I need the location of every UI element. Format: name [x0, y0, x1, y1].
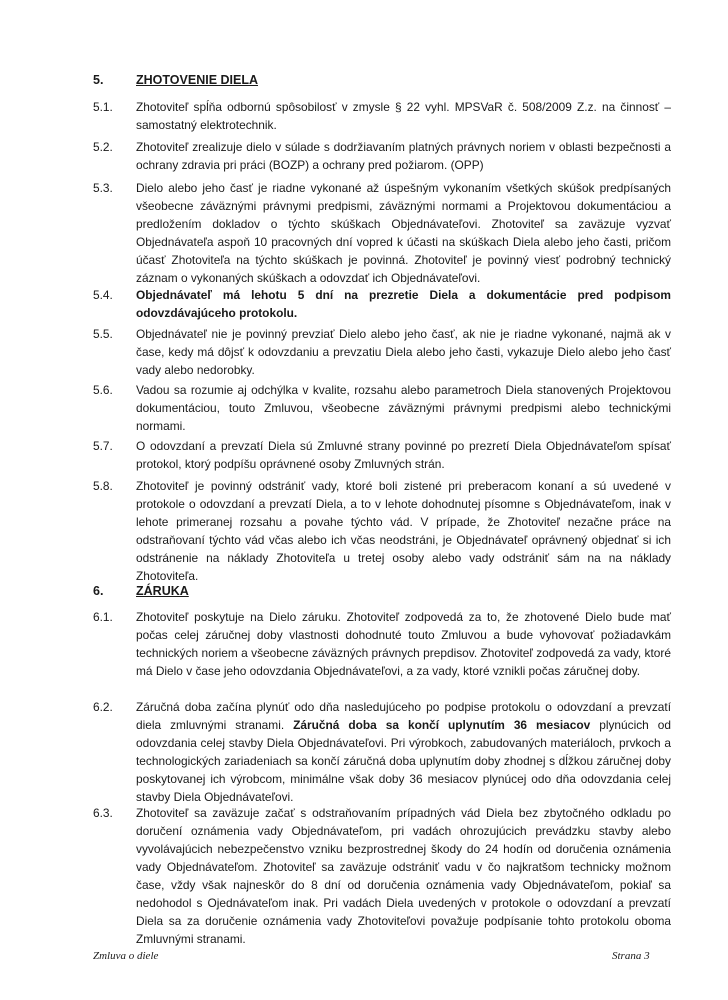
- clause-text: [136, 325, 671, 379]
- clause-text-run: Zhotoviteľ zrealizuje dielo v súlade s dodržiavaním platných právnych noriem v oblasti bezpečnosti a ochrany zdravia pri práci (BOZP) a ochrany pred požiarom. (OPP): [136, 140, 671, 172]
- clause-text: [136, 698, 671, 806]
- clause: [93, 325, 671, 379]
- clause-text-run: O odovzdaní a prevzatí Diela sú Zmluvné strany povinné po prezretí Diela Objednávateľom spísať protokol, ktorý podpíšu oprávnené osoby Zmluvných strán.: [136, 439, 671, 471]
- clause-number: 5.1.: [93, 100, 113, 114]
- clause-text: [136, 437, 671, 473]
- clause-text-run: Dielo alebo jeho časť je riadne vykonané až úspešným vykonaním všetkých skúšok predpísaných všeobecne záväznými právnymi predpismi, záväznými normami a Projektovou dokumentáciou a predložením dokladov o týchto skúškach Objednávateľovi. Zhotoviteľ sa zaväzuje vyzvať Objednávateľa aspoň 10 pracovných dní vopred k účasti na skúškach Diela alebo jeho časti, pričom účasť Zhotoviteľa na týchto skúškach je povinná. Zhotoviteľ je povinný viesť podrobný technický záznam o vykonaných skúškach a odovzdať ich Objednávateľovi.: [136, 181, 671, 285]
- clause: [93, 477, 671, 585]
- clause-text-bold: Záručná doba sa končí uplynutím 36 mesiacov: [293, 718, 591, 732]
- clause-text: [136, 804, 671, 948]
- clause-number: 5.8.: [93, 479, 113, 493]
- clause: [93, 804, 671, 948]
- clause: [93, 286, 671, 322]
- clause-number: 6.2.: [93, 700, 113, 714]
- clause: [93, 698, 671, 806]
- clause-number: 5.2.: [93, 140, 113, 154]
- clause-text-bold: Objednávateľ má lehotu 5 dní na prezretie Diela a dokumentácie pred podpisom odovzdávajúceho protokolu.: [136, 288, 671, 320]
- clause: [93, 138, 671, 174]
- section-title: ZHOTOVENIE DIELA: [136, 73, 259, 87]
- clause: [93, 381, 671, 435]
- clause-text-run: Záručná doba začína plynúť odo dňa nasledujúceho po podpise protokolu o odovzdaní a prevzatí diela zmluvnými stranami.: [136, 700, 671, 732]
- clause: [93, 437, 671, 473]
- footer-document-name: Zmluva o diele: [93, 950, 159, 962]
- clause-text: [136, 179, 671, 287]
- clause-text-run: plynúcich od odovzdania celej stavby Diela Objednávateľovi. Pri výrobkoch, zabudovaných materiáloch, prvkoch a technologických zariadeniach sa končí záručná doba uplynutím doby zhodnej s dĺžkou záručnej doby poskytovanej ich výrobcom, minimálne však doby 36 mesiacov plynúcej odo dňa odovzdania celej stavby Diela Objednávateľovi.: [136, 718, 672, 804]
- clause: [93, 608, 671, 680]
- clause-number: 5.3.: [93, 181, 113, 195]
- clause-text-run: Vadou sa rozumie aj odchýlka v kvalite, rozsahu alebo parametroch Diela stanovených Projektovou dokumentáciou, touto Zmluvou, všeobecne záväznými právnymi predpismi alebo technickými normami.: [136, 383, 671, 433]
- clause-number: 6.1.: [93, 610, 113, 624]
- clause-text: [136, 608, 671, 680]
- clause: [93, 179, 671, 287]
- clause-text: [136, 286, 671, 322]
- clause-text: [136, 381, 671, 435]
- clause-number: 5.5.: [93, 327, 113, 341]
- clause-text-run: Objednávateľ nie je povinný prevziať Dielo alebo jeho časť, ak nie je riadne vykonané, najmä ak v čase, kedy má dôjsť k odovzdaniu a prevzatiu Diela alebo jeho časti, vykazuje Dielo alebo jeho časť vady alebo nedorobky.: [136, 327, 671, 377]
- clause-text-run: Zhotoviteľ je povinný odstrániť vady, ktoré boli zistené pri preberacom konaní a sú uvedené v protokole o odovzdaní a prevzatí Diela, a to v lehote dohodnutej písomne s Objednávateľom, inak v lehote primeranej rozsahu a povahe týchto vád. V prípade, že Zhotoviteľ nezačne práce na odstraňovaní týchto vád včas alebo ich včas neodstráni, je Objednávateľ oprávnený objednať si ich odstránenie na náklady Zhotoviteľa u tretej osoby alebo vady odstrániť sám na na náklady Zhotoviteľa.: [136, 479, 671, 583]
- clause-text-run: Zhotoviteľ spĺňa odbornú spôsobilosť v zmysle § 22 vyhl. MPSVaR č. 508/2009 Z.z. na činnosť – samostatný elektrotechnik.: [136, 100, 671, 132]
- clause-text-run: Zhotoviteľ poskytuje na Dielo záruku. Zhotoviteľ zodpovedá za to, že zhotovené Dielo bude mať počas celej záručnej doby vlastnosti dohodnuté touto Zmluvou a bude vyhovovať požiadavkám technických noriem a všeobecne záväzných právnych prepdisov. Zhotoviteľ zodpovedá za vady, ktoré má Dielo v čase jeho odovzdania Objednávateľovi, a za vady, ktoré vznikli počas záručnej doby.: [136, 610, 671, 678]
- footer-page-number: Strana 3: [612, 950, 650, 962]
- clause-text: [136, 138, 671, 174]
- section-number: 5.: [93, 73, 104, 87]
- clause-text: [136, 98, 671, 134]
- clause-number: 5.4.: [93, 288, 113, 302]
- section-number: 6.: [93, 584, 104, 598]
- clause-number: 6.3.: [93, 806, 113, 820]
- clause-number: 5.7.: [93, 439, 113, 453]
- clause-text-run: Zhotoviteľ sa zaväzuje začať s odstraňovaním prípadných vád Diela bez zbytočného odkladu po doručení oznámenia vady Objednávateľom, pri vadách ohrozujúcich prevádzku stavby alebo vyvolávajúcich nebezpečenstvo vzniku bezprostrednej škody do 24 hodín od doručenia oznámenia vady Objednávateľom. Zhotoviteľ sa zaväzuje odstrániť vadu v čo najkratšom technicky možnom čase, vždy však najneskôr do 8 dní od doručenia oznámenia vady Objednávateľom, pokiaľ sa nedohodol s Ojednávateľom inak. Pri vadách Diela uvedených v protokole o odovzdaní a prevzatí Diela sa za doručenie oznámenia vady Zhotoviteľovi považuje podpísanie tohto protokolu oboma Zmluvnými stranami.: [136, 806, 671, 946]
- clause: [93, 98, 671, 134]
- section-title: ZÁRUKA: [136, 584, 189, 598]
- clause-text: [136, 477, 671, 585]
- clause-number: 5.6.: [93, 383, 113, 397]
